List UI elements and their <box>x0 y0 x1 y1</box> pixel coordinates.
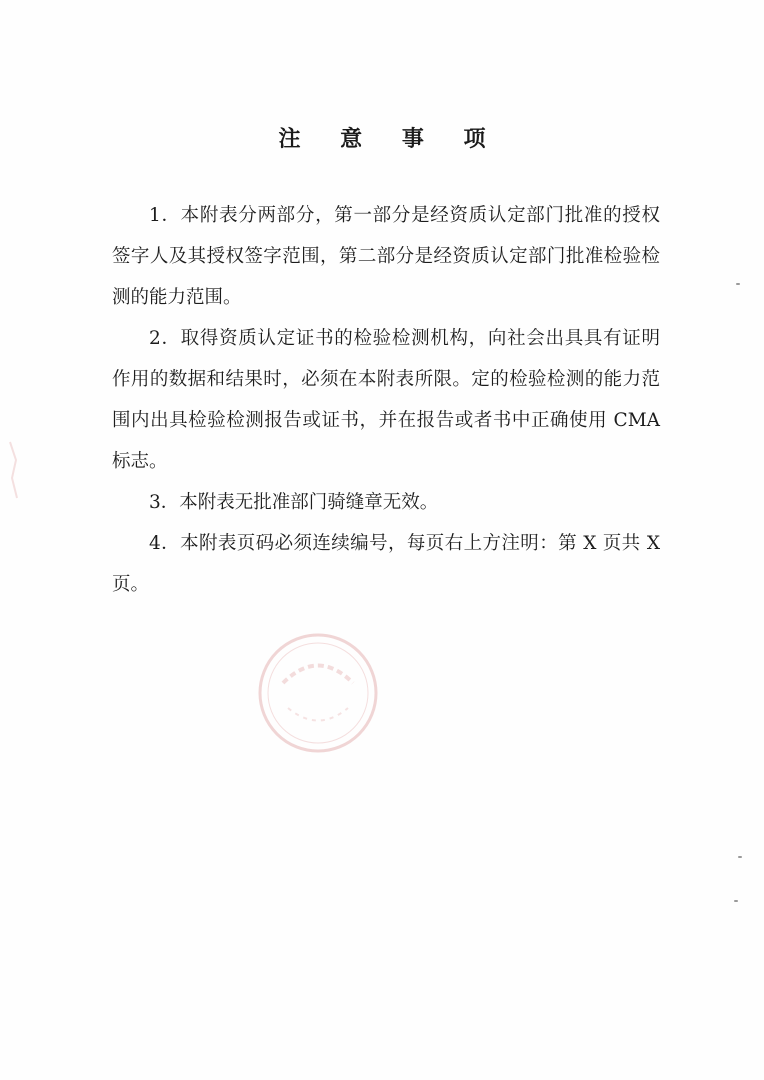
scan-speck <box>738 856 742 858</box>
seam-stamp-mark <box>6 440 20 500</box>
note-item-3: 3．本附表无批准部门骑缝章无效。 <box>149 492 439 513</box>
official-seal-stamp <box>253 628 383 758</box>
scan-speck <box>736 283 740 285</box>
note-item-1: 1．本附表分两部分，第一部分是经资质认定部门批准的授权签字人及其授权签字范围，第二部分是经资质认定部门批准检验检测的能力范围。 <box>112 205 660 308</box>
note-item-2: 2．取得资质认定证书的检验检测机构，向社会出具具有证明作用的数据和结果时，必须在本附表所限。定的检验检测的能力范围内出具检验检测报告或证书，并在报告或者书中正确使用 CMA 标志。 <box>112 328 660 472</box>
scan-speck <box>734 900 738 902</box>
notes-list <box>112 195 660 605</box>
page-title: 注 意 事 项 <box>278 126 502 152</box>
note-item-4: 4．本附表页码必须连续编号，每页右上方注明：第 X 页共 X 页。 <box>112 533 660 595</box>
